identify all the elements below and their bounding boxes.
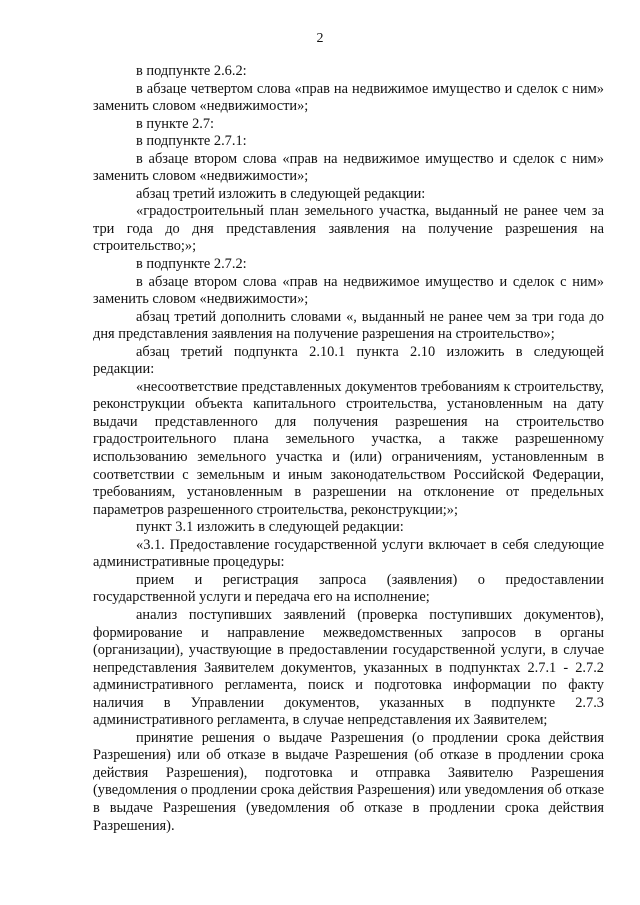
paragraph-clause-3-1: пункт 3.1 изложить в следующей редакции: xyxy=(136,519,404,536)
paragraph-reception-registration: прием и регистрация запроса (заявления) о предоставлении государственной услуги и передача его на исполнение; xyxy=(93,571,604,606)
paragraph-quote-gradplan: «градостроительный план земельного участка, выданный не ранее чем за три года до дня представления заявления на получение разрешения на строительство;»; xyxy=(93,203,604,255)
paragraph-subclause-2-6-2: в подпункте 2.6.2: xyxy=(136,63,247,79)
paragraph-replace-words-fourth: в абзаце четвертом слова «прав на недвижимое имущество и сделок с ним» заменить словом «недвижимости»; xyxy=(93,80,604,115)
page-number: 2 xyxy=(316,31,324,46)
paragraph-third-supplement: абзац третий дополнить словами «, выданный не ранее чем за три года до дня представления заявления на получение разрешения на строительство»; xyxy=(93,308,604,343)
document-body xyxy=(93,63,604,835)
paragraph-2-10-1-new-edition: абзац третий подпункта 2.10.1 пункта 2.10 изложить в следующей редакции: xyxy=(93,343,604,378)
paragraph-analysis-requests: анализ поступивших заявлений (проверка поступивших документов), формирование и направление межведомственных запросов в органы (организации), участвующие в предоставлении государственной услуги, в случае непредставления Заявителем документов, указанных в подпунктах 2.7.1 - 2.7.2 административного регламента, поиск и подготовка информации по факту наличия в Управлении документов, указанных в подпункте 2.7.3 административного регламента, в случае непредставления их Заявителем; xyxy=(93,606,604,729)
paragraph-subclause-2-7-1: в подпункте 2.7.1: xyxy=(136,133,247,150)
paragraph-replace-words-second-2: в абзаце втором слова «прав на недвижимое имущество и сделок с ним» заменить словом «недвижимости»; xyxy=(93,273,604,308)
paragraph-quote-3-1: «3.1. Предоставление государственной услуги включает в себя следующие административные процедуры: xyxy=(93,536,604,571)
paragraph-decision-permit: принятие решения о выдаче Разрешения (о продлении срока действия Разрешения) или об отказе в выдаче Разрешения (об отказе в продлении срока действия Разрешения), подготовка и отправка Заявителю Разрешения (уведомления о продлении срока действия Разрешения) или уведомления об отказе в выдаче Разрешения (уведомления об отказе в продлении срока действия Разрешения). xyxy=(93,729,604,834)
paragraph-third-new-edition: абзац третий изложить в следующей редакции: xyxy=(136,185,426,202)
paragraph-quote-noncompliance: «несоответствие представленных документов требованиям к строительству, реконструкции объекта капитального строительства, установленным на дату выдачи представленного для получения разрешения на строительство градостроительного плана земельного участка, а также разрешенному использованию земельного участка и (или) ограничениям, установленным в соответствии с земельным и иным законодательством Российской Федерации, требованиям, установленным в разрешении на отклонение от предельных параметров разрешенного строительства, реконструкции;»; xyxy=(93,378,604,518)
paragraph-subclause-2-7-2: в подпункте 2.7.2: xyxy=(136,256,247,273)
paragraph-replace-words-second: в абзаце втором слова «прав на недвижимое имущество и сделок с ним» заменить словом «недвижимости»; xyxy=(93,150,604,185)
paragraph-clause-2-7: в пункте 2.7: xyxy=(136,115,215,132)
